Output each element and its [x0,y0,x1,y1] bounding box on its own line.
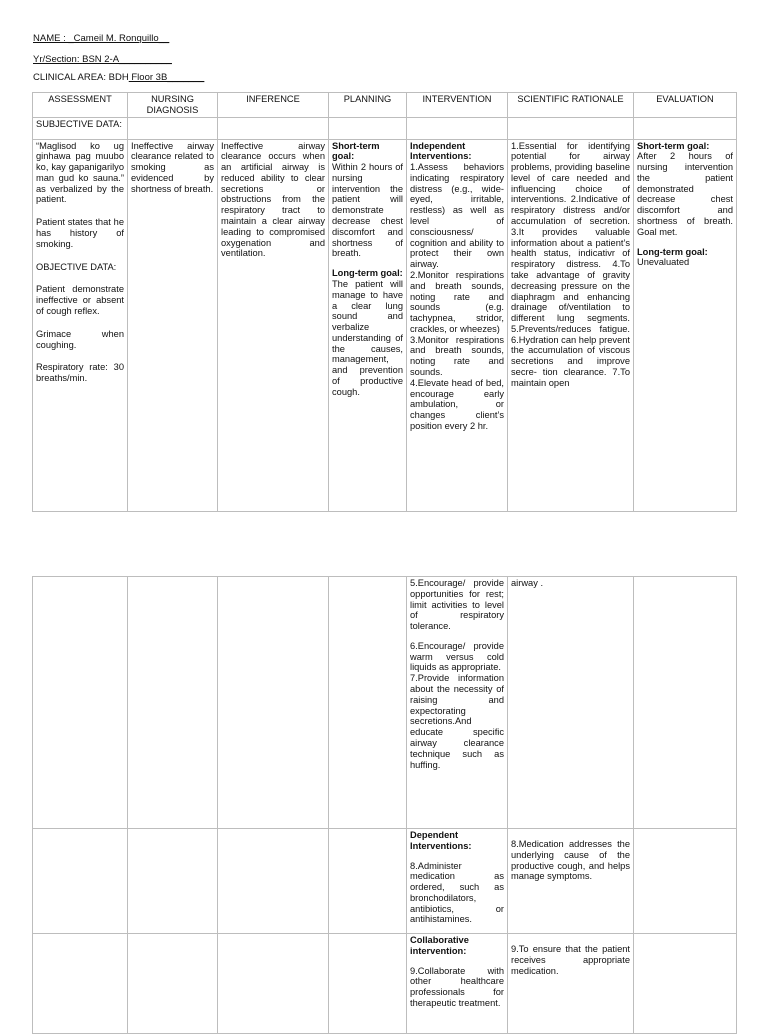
clinical-area-line [33,72,204,83]
col-scientific-rationale: SCIENTIFIC RATIONALE [508,93,634,118]
collaborative-intervention-cell [407,934,508,1034]
planning-cell [329,139,407,511]
assessment-cell [33,139,128,511]
dependent-intervention-cell [407,829,508,934]
intervention-3: 3.Monitor respirations and breath sounds, noting rate and sounds. [410,334,504,377]
care-plan-table-page2 [32,576,737,1034]
intervention-cell-page1 [407,139,508,511]
evaluation-short-term-label: Short-term goal: [637,140,710,151]
rationale-cell-page1: 1.Essential for identifying potential for airway problems, providing baseline level of care needed and influencing choice of interventions. 2.Indicative of respiratory distress and/or accumulation of secretion. 3.It provides valuable information about a patient’s health status, indicativr of respiratory distress. 4.To take advantage of gravity decreasing pressure on the diaphragm and enhancing drainage of/ventilation to different lung segments. 5.Prevents/reduces fatigue. 6.Hydration can help prevent the accumulation of viscous secretions and improve secre- tion clearance. 7.To maintain open [508,139,634,511]
clinical-area-label: CLINICAL AREA: BDH [33,72,129,83]
subjective-quote: “Maglisod ko ug ginhawa pag muubo ko, kay gapanigarilyo man gud ko sauna.” as verbalized by the patient. [36,140,124,205]
name-line [33,33,169,44]
col-assessment: ASSESSMENT [33,93,128,118]
continued-independent-row [33,577,737,829]
section-value: Yr/Section: BSN 2-A__________ [33,54,172,65]
objective-grimace: Grimace when coughing. [36,328,124,350]
dependent-label: Dependent Interventions: [410,830,472,851]
intervention-5: 5.Encourage/ provide opportunities for rest; limit activities to level of respiratory tolerance. [410,578,504,632]
collaborative-label: Collaborative intervention: [410,935,469,956]
subjective-label-row [33,117,737,139]
objective-cough-reflex: Patient demonstrate ineffective or absent of cough reflex. [36,284,124,316]
care-plan-table-page1 [32,92,737,512]
planning-short-term-goal: Within 2 hours of nursing intervention the patient will demonstrate decrease chest discomfort and shortness of breath. [332,162,403,259]
smoking-history: Patient states that he has history of smoking. [36,217,124,249]
main-content-row [33,139,737,511]
intervention-2: 2.Monitor respirations and breath sounds, noting rate and sounds (e.g. tachypnea, stridor, crackles, or wheezes) [410,269,504,334]
intervention-cell-page2 [407,577,508,829]
intervention-1: 1.Assess behaviors indicating respiratory distress (e.g., wide-eyed, irritable, restless) as well as level of consciousness/ cognition and ability to protect their own airway. [410,162,504,270]
intervention-6: 6.Encourage/ provide warm versus cold liquids as appropriate. [410,640,504,673]
independent-label: Independent Interventions: [410,140,472,162]
rationale-9: 9.To ensure that the patient receives appropriate medication. [511,944,630,976]
nursing-diagnosis-cell: Ineffective airway clearance related to smoking as evidenced by shortness of breath. [128,139,218,511]
planning-long-term-goal: The patient will manage to have a clear lung sound and verbalize understanding of the causes, management, and prevention of productive cough. [332,278,403,397]
planning-long-term-label: Long-term goal: [332,268,403,279]
rationale-8-cell [508,829,634,934]
col-nursing-diagnosis: NURSING DIAGNOSIS [128,93,218,118]
rationale-9-cell [508,934,634,1034]
intervention-7: 7.Provide information about the necessity of raising and expectorating secretions.And educate specific airway clearance technique such as huffing. [410,673,504,770]
objective-respiratory-rate: Respiratory rate: 30 breaths/min. [36,362,124,384]
clinical-area-value: Floor 3B_______ [128,72,205,83]
name-value: NAME : _Cameil M. Ronquillo__ [33,33,170,44]
header-row [33,93,737,118]
col-evaluation: EVALUATION [634,93,737,118]
dependent-row [33,829,737,934]
col-intervention: INTERVENTION [407,93,508,118]
section-line [33,54,172,65]
rationale-continued: airway . [508,577,634,829]
evaluation-long-term-result: Unevaluated [637,257,690,268]
col-planning: PLANNING [329,93,407,118]
planning-short-term-label: Short-term goal: [332,140,380,162]
evaluation-short-term-result: After 2 hours of nursing intervention the patient demonstrated decrease chest discomfort and shortness of breath. Goal met. [637,151,733,237]
subjective-label: SUBJECTIVE DATA: [33,117,128,139]
evaluation-cell [634,139,737,511]
collaborative-row [33,934,737,1034]
intervention-8: 8.Administer medication as ordered, such as bronchodilators, antibiotics, or antihistamines. [410,860,504,925]
inference-cell: Ineffective airway clearance occurs when an artificial airway is reduced ability to clear secretions or obstructions from the respiratory tract to maintain a clear airway leading to compromised oxygenation and ventilation. [218,139,329,511]
intervention-9: 9.Collaborate with other healthcare professionals for therapeutic treatment. [410,965,504,1008]
evaluation-long-term-label: Long-term goal: [637,246,708,257]
rationale-8: 8.Medication addresses the underlying cause of the productive cough, and helps manage symptoms. [511,839,630,882]
col-inference: INFERENCE [218,93,329,118]
intervention-4: 4.Elevate head of bed, encourage early ambulation, or changes client’s position every 2 hr. [410,377,504,431]
objective-label: OBJECTIVE DATA: [36,261,117,272]
